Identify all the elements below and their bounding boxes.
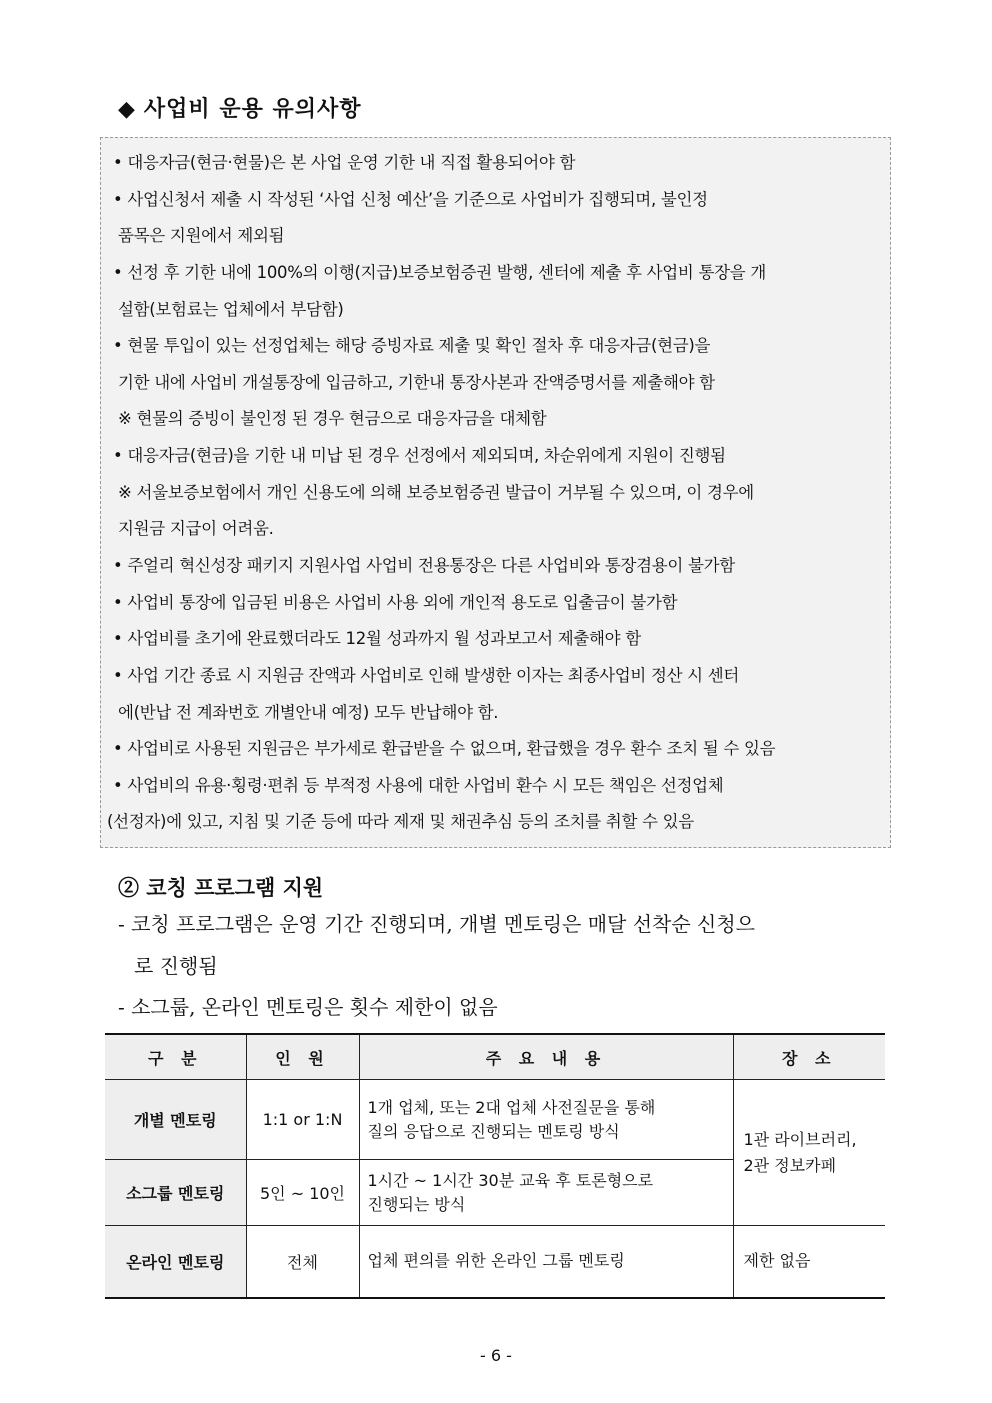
coaching-bullet: - 코칭 프로그램은 운영 기간 진행되며, 개별 멘토링은 매달 선착순 신청으 (118, 912, 755, 936)
notice-line: • 사업비 통장에 입금된 비용은 사업비 사용 외에 개인적 용도로 입출금이 불가함 (113, 593, 678, 612)
notice-line: • 현물 투입이 있는 선정업체는 해당 증빙자료 제출 및 확인 절차 후 대응자금(현금)을 (113, 336, 711, 355)
place-line: 1관 라이브러리, (743, 1129, 857, 1149)
header-place: 장 소 (733, 1034, 885, 1080)
page-number: - 6 - (480, 1346, 512, 1365)
notice-line: • 사업신청서 제출 시 작성된 ‘사업 신청 예산’을 기준으로 사업비가 집행되며, 불인정 (113, 190, 708, 209)
table-row (105, 1080, 885, 1160)
table-row (105, 1226, 885, 1298)
notice-line: 설함(보험료는 업체에서 부담함) (118, 300, 344, 319)
notice-line: • 사업비로 사용된 지원금은 부가세로 환급받을 수 없으며, 환급했을 경우 환수 조치 될 수 있음 (113, 739, 776, 758)
coaching-bullet: - 소그룹, 온라인 멘토링은 횟수 제한이 없음 (118, 995, 498, 1019)
coaching-table (105, 1033, 885, 1299)
coaching-bullet: 로 진행됨 (134, 954, 218, 978)
notice-line: ※ 현물의 증빙이 불인정 된 경우 현금으로 대응자금을 대체함 (118, 409, 547, 428)
row-desc (359, 1226, 733, 1298)
header-content: 주 요 내 용 (359, 1034, 733, 1080)
notice-line: ※ 서울보증보험에서 개인 신용도에 의해 보증보험증권 발급이 거부될 수 있으며, 이 경우에 (118, 483, 754, 502)
place-line: 2관 정보카페 (743, 1155, 837, 1175)
section-title-text: 사업비 운용 유의사항 (143, 96, 362, 122)
row-category: 온라인 멘토링 (105, 1226, 246, 1298)
notice-line: • 대응자금(현금)을 기한 내 미납 된 경우 선정에서 제외되며, 차순위에게 지원이 진행됨 (113, 446, 726, 465)
row-count: 전체 (246, 1226, 359, 1298)
notice-line: 에(반납 전 계좌번호 개별안내 예정) 모두 반납해야 함. (118, 703, 499, 722)
notice-box (100, 137, 891, 848)
notice-line: • 사업 기간 종료 시 지원금 잔액과 사업비로 인해 발생한 이자는 최종사업비 정산 시 센터 (113, 666, 740, 685)
row-desc (359, 1160, 733, 1226)
diamond-bullet-icon: ◆ (118, 96, 136, 122)
desc-line: 진행되는 방식 (367, 1194, 466, 1214)
row-category: 개별 멘토링 (105, 1080, 246, 1160)
notice-line: • 사업비의 유용‧횡령‧편취 등 부적정 사용에 대한 사업비 환수 시 모든 책임은 선정업체 (113, 776, 724, 795)
notice-line: 품목은 지원에서 제외됨 (118, 226, 285, 245)
row-category: 소그룹 멘토링 (105, 1160, 246, 1226)
notice-line: • 사업비를 초기에 완료했더라도 12월 성과까지 월 성과보고서 제출해야 함 (113, 629, 641, 648)
row-desc (359, 1080, 733, 1160)
notice-line: 지원금 지급이 어려움. (118, 519, 274, 538)
table-header-row (105, 1034, 885, 1080)
desc-line: 질의 응답으로 진행되는 멘토링 방식 (367, 1121, 620, 1141)
coaching-title: ② 코칭 프로그램 지원 (118, 875, 324, 900)
header-category: 구 분 (105, 1034, 246, 1080)
notice-line: • 주얼리 혁신성장 패키지 지원사업 사업비 전용통장은 다른 사업비와 통장겸용이 불가함 (113, 556, 735, 575)
header-count: 인 원 (246, 1034, 359, 1080)
section-title (118, 92, 362, 123)
notice-line: • 대응자금(현금‧현물)은 본 사업 운영 기한 내 직접 활용되어야 함 (113, 153, 576, 172)
notice-line: (선정자)에 있고, 지침 및 기준 등에 따라 제재 및 채권추심 등의 조치를 취할 수 있음 (107, 812, 694, 831)
row-count: 1:1 or 1:N (246, 1080, 359, 1160)
row-place-shared (733, 1080, 885, 1226)
desc-line: 1시간 ~ 1시간 30분 교육 후 토론형으로 (367, 1170, 654, 1190)
row-place: 제한 없음 (733, 1226, 885, 1298)
desc-line: 업체 편의를 위한 온라인 그룹 멘토링 (367, 1251, 625, 1271)
row-count: 5인 ~ 10인 (246, 1160, 359, 1226)
notice-line: • 선정 후 기한 내에 100%의 이행(지급)보증보험증권 발행, 센터에 제출 후 사업비 통장을 개 (113, 263, 766, 282)
desc-line: 1개 업체, 또는 2대 업체 사전질문을 통해 (367, 1097, 656, 1117)
notice-line: 기한 내에 사업비 개설통장에 입금하고, 기한내 통장사본과 잔액증명서를 제출해야 함 (118, 373, 715, 392)
